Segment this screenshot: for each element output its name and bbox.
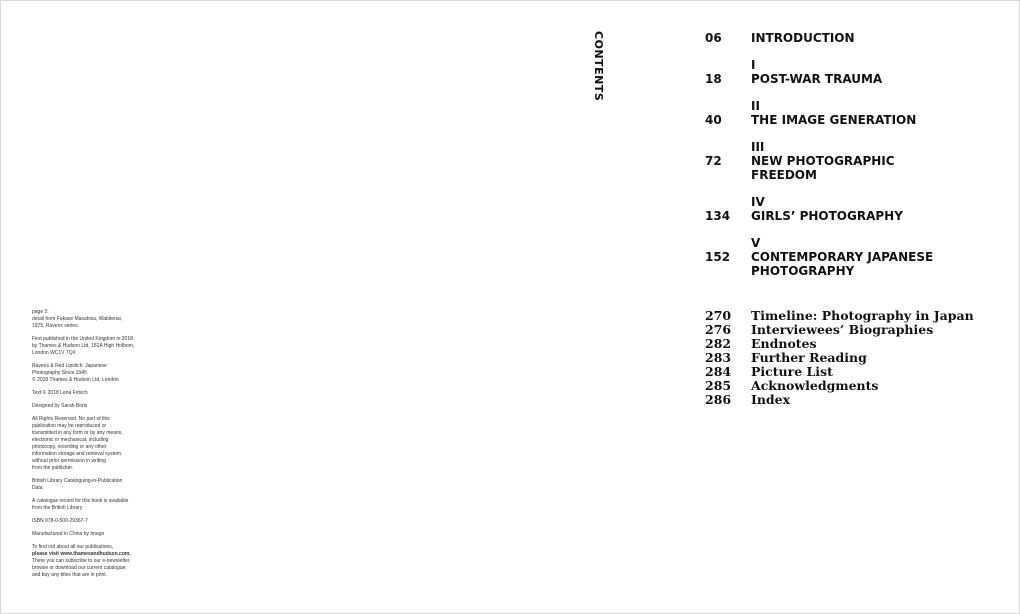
- chapter-title-line: INTRODUCTION: [751, 31, 855, 45]
- back-matter-entry: [705, 379, 974, 393]
- colophon-line: A catalogue record for this book is available: [32, 498, 129, 504]
- table-of-contents: [705, 31, 933, 291]
- colophon-line: detail from Fukase Masahisa, Wabitenai,: [32, 316, 123, 322]
- back-matter-title: Further Reading: [751, 350, 867, 365]
- colophon-paragraph: [32, 544, 144, 579]
- page-number: 40: [705, 113, 722, 127]
- toc-entry-title: [751, 140, 933, 182]
- colophon-line: publication may be reproduced or: [32, 423, 107, 429]
- toc-entry: [705, 31, 933, 45]
- toc-entry: [705, 195, 933, 223]
- colophon-line: information storage and retrieval system,: [32, 451, 123, 457]
- chapter-title-line: PHOTOGRAPHY: [751, 264, 855, 278]
- back-matter-entry: [705, 309, 974, 323]
- back-matter-title: Timeline: Photography in Japan: [751, 308, 974, 323]
- colophon-paragraph: [32, 416, 144, 472]
- colophon-paragraph: [32, 518, 144, 525]
- page-number: 286: [705, 392, 732, 407]
- chapter-title-line: NEW PHOTOGRAPHIC: [751, 154, 895, 168]
- colophon-line: please visit www.thamesandhudson.com.: [32, 551, 131, 557]
- page-number: 18: [705, 72, 722, 86]
- toc-entry-title: [751, 58, 933, 86]
- colophon-paragraph: [32, 478, 144, 492]
- contents-heading: CONTENTS: [592, 31, 605, 102]
- colophon-paragraph: [32, 336, 144, 357]
- toc-entry-title: [751, 195, 933, 223]
- page-number: 276: [705, 322, 732, 337]
- colophon-line: There you can subscribe to our e-newsletter,: [32, 558, 131, 564]
- back-matter-entry: [705, 393, 974, 407]
- colophon-line: and buy any titles that are in print.: [32, 572, 108, 578]
- part-numeral: I: [751, 58, 756, 72]
- page-number: 134: [705, 209, 731, 223]
- colophon-line: 1975, Ravens series.: [32, 323, 79, 329]
- toc-entry: [705, 236, 933, 278]
- back-matter-title: Acknowledgments: [751, 378, 879, 393]
- colophon-line: Manufactured in China by Imago: [32, 531, 105, 537]
- chapter-title-line: POST-WAR TRAUMA: [751, 72, 883, 86]
- colophon-line: without prior permission in writing: [32, 458, 106, 464]
- colophon-paragraph: [32, 531, 144, 538]
- page-number: 152: [705, 250, 731, 264]
- colophon-line: electronic or mechanical, including: [32, 437, 109, 443]
- colophon-line: transmitted in any form or by any means,: [32, 430, 123, 436]
- chapter-title-line: FREEDOM: [751, 168, 817, 182]
- colophon-line: British Library Cataloguing-in-Publication: [32, 478, 123, 484]
- chapter-title-line: GIRLS’ PHOTOGRAPHY: [751, 209, 903, 223]
- chapter-title-line: CONTEMPORARY JAPANESE: [751, 250, 934, 264]
- part-numeral: IV: [751, 195, 765, 209]
- part-numeral: III: [751, 140, 765, 154]
- toc-entry: [705, 99, 933, 127]
- colophon-paragraph: [32, 498, 144, 512]
- part-numeral: V: [751, 236, 761, 250]
- back-matter-title: Index: [751, 392, 791, 407]
- back-matter-entry: [705, 323, 974, 337]
- page-number: 284: [705, 364, 732, 379]
- colophon-line: Ravens & Red Lipstick: Japanese: [32, 363, 107, 369]
- colophon-line: Photography Since 1945: [32, 370, 87, 376]
- toc-entry: [705, 140, 933, 182]
- chapter-title-line: THE IMAGE GENERATION: [751, 113, 917, 127]
- colophon-line: ISBN 978-0-500-29367-7: [32, 518, 88, 524]
- page-number: 285: [705, 378, 732, 393]
- toc-entry: [705, 58, 933, 86]
- colophon-paragraph: [32, 403, 144, 410]
- colophon-line: Data: [32, 485, 43, 491]
- page-number: 283: [705, 350, 732, 365]
- colophon-line: All Rights Reserved. No part of this: [32, 416, 110, 422]
- colophon-line: To find out about all our publications,: [32, 544, 114, 550]
- colophon-paragraph: [32, 363, 144, 384]
- colophon-line: © 2018 Thames & Hudson Ltd, London: [32, 377, 119, 383]
- colophon-line: Text © 2018 Lena Fritsch: [32, 390, 88, 396]
- colophon-line: from the British Library: [32, 505, 83, 511]
- back-matter-title: Picture List: [751, 364, 833, 379]
- colophon-paragraph: [32, 309, 144, 330]
- colophon-line: from the publisher.: [32, 465, 74, 471]
- toc-entry-title: [751, 99, 933, 127]
- back-matter-entry: [705, 337, 974, 351]
- colophon-paragraph: [32, 390, 144, 397]
- part-numeral: II: [751, 99, 760, 113]
- colophon-line: First published in the United Kingdom in 2018: [32, 336, 133, 342]
- page-number: 06: [705, 31, 722, 45]
- back-matter-list: [705, 309, 974, 407]
- colophon-line: browse or download our current catalogue,: [32, 565, 127, 571]
- back-matter-entry: [705, 365, 974, 379]
- back-matter-entry: [705, 351, 974, 365]
- colophon-line: by Thames & Hudson Ltd, 181A High Holborn,: [32, 343, 135, 349]
- colophon-line: page 2:: [32, 309, 49, 315]
- back-matter-title: Endnotes: [751, 336, 817, 351]
- page-number: 72: [705, 154, 722, 168]
- back-matter-title: Interviewees’ Biographies: [751, 322, 934, 337]
- toc-entry-title: [751, 31, 933, 45]
- toc-entry-title: [751, 236, 933, 278]
- page-number: 270: [705, 308, 732, 323]
- colophon-line: London WC1V 7QX: [32, 350, 76, 356]
- colophon-line: Designed by Sarah Boris: [32, 403, 88, 409]
- colophon-line: photocopy, recording or any other: [32, 444, 107, 450]
- page-number: 282: [705, 336, 732, 351]
- colophon: [32, 309, 144, 585]
